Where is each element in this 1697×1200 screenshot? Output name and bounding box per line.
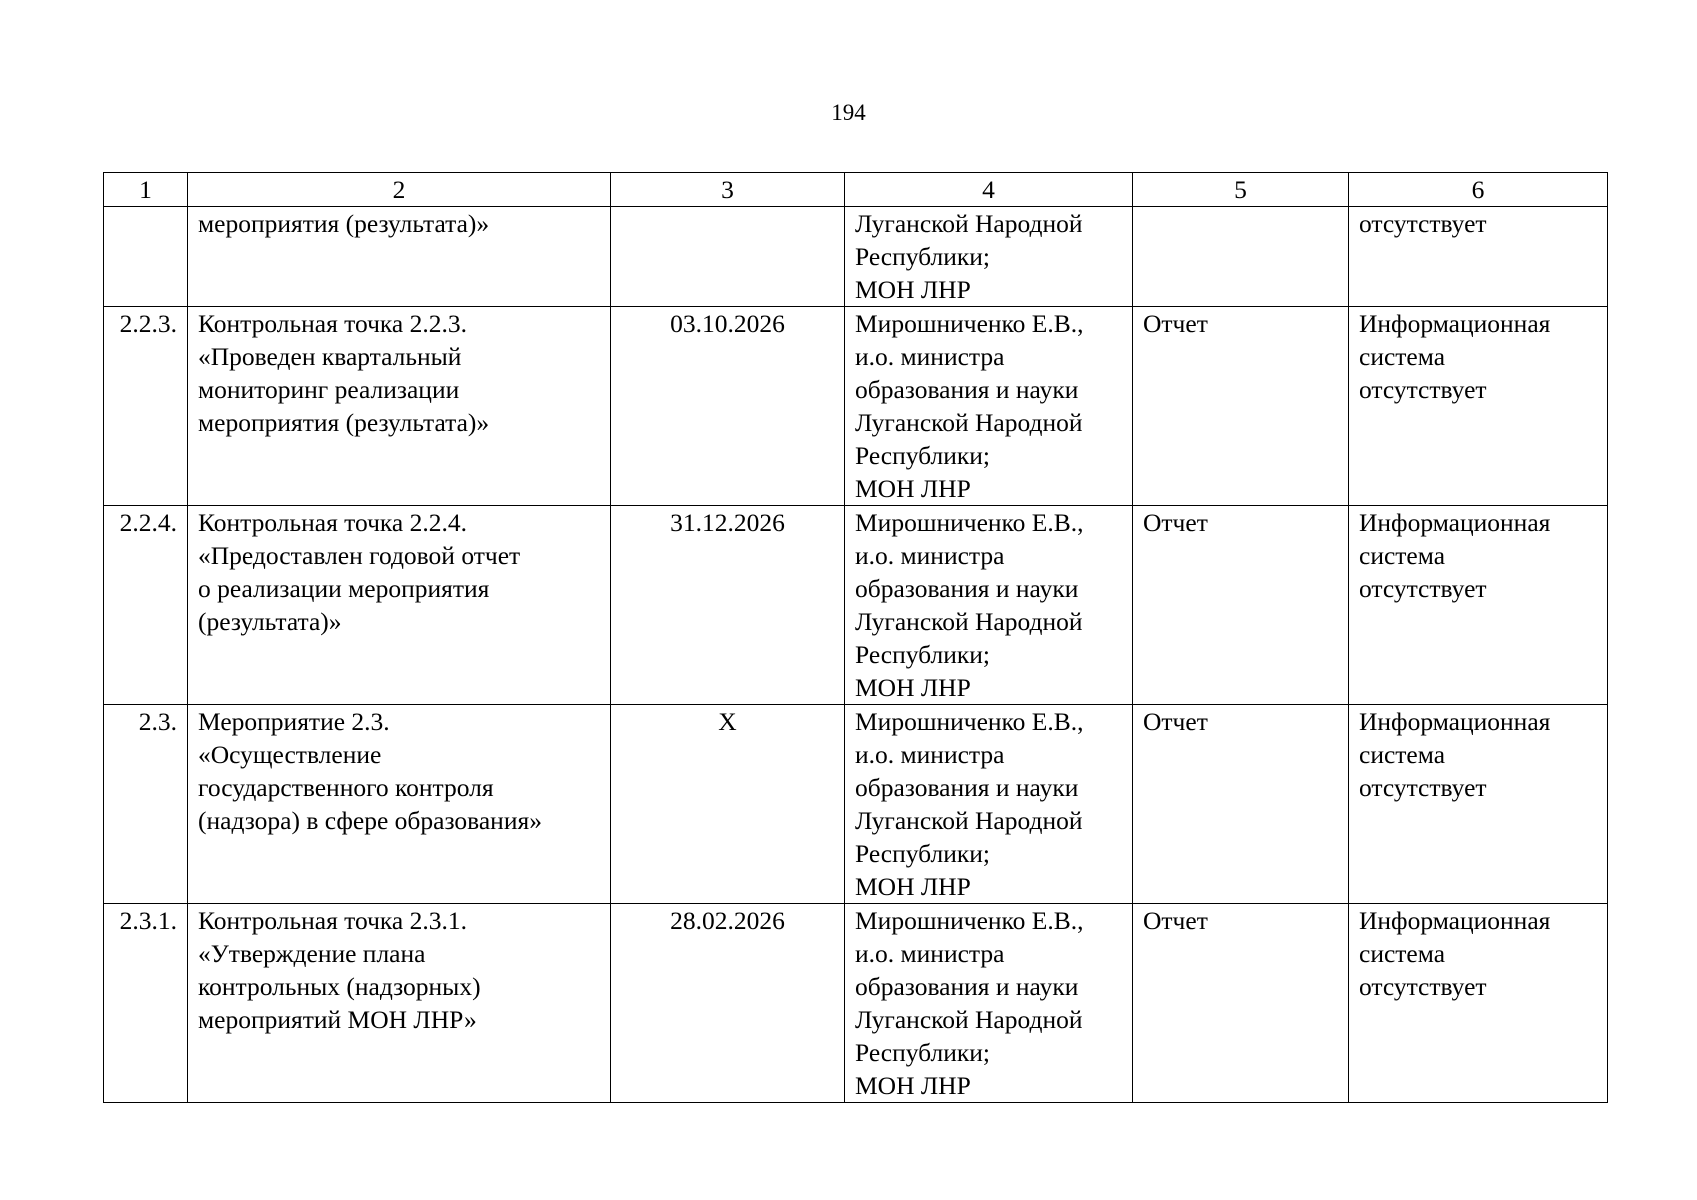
date-cell: Х [611,705,845,904]
table-header-row [104,173,1608,207]
date-cell: 03.10.2026 [611,307,845,506]
responsible-cell: Луганской Народной Республики; МОН ЛНР [845,207,1133,307]
info-system-cell: Информационная система отсутствует [1349,307,1608,506]
info-system-cell: Информационная система отсутствует [1349,705,1608,904]
row-number-cell: 2.3. [104,705,188,904]
column-header: 5 [1133,173,1349,207]
table-row [104,207,1608,307]
event-name-cell: Контрольная точка 2.2.3. «Проведен квартальный мониторинг реализации мероприятия (результата)» [188,307,611,506]
document-type-cell: Отчет [1133,506,1349,705]
document-type-cell [1133,207,1349,307]
event-name-cell: Контрольная точка 2.2.4. «Предоставлен годовой отчет о реализации мероприятия (результата)» [188,506,611,705]
info-system-cell: Информационная система отсутствует [1349,506,1608,705]
page-number: 194 [831,100,866,125]
row-number-cell: 2.3.1. [104,904,188,1103]
date-cell: 31.12.2026 [611,506,845,705]
responsible-cell: Мирошниченко Е.В., и.о. министра образования и науки Луганской Народной Республики; МОН ЛНР [845,904,1133,1103]
table-row [104,904,1608,1103]
column-header: 3 [611,173,845,207]
responsible-cell: Мирошниченко Е.В., и.о. министра образования и науки Луганской Народной Республики; МОН ЛНР [845,705,1133,904]
responsible-cell: Мирошниченко Е.В., и.о. министра образования и науки Луганской Народной Республики; МОН ЛНР [845,506,1133,705]
document-type-cell: Отчет [1133,904,1349,1103]
plan-table [103,172,1608,1103]
row-number-cell [104,207,188,307]
event-name-cell: Мероприятие 2.3. «Осуществление государственного контроля (надзора) в сфере образования» [188,705,611,904]
event-name-cell: Контрольная точка 2.3.1. «Утверждение плана контрольных (надзорных) мероприятий МОН ЛНР» [188,904,611,1103]
row-number-cell: 2.2.4. [104,506,188,705]
row-number-cell: 2.2.3. [104,307,188,506]
document-type-cell: Отчет [1133,307,1349,506]
info-system-cell: отсутствует [1349,207,1608,307]
column-header: 1 [104,173,188,207]
table-row [104,307,1608,506]
column-header: 2 [188,173,611,207]
event-name-cell: мероприятия (результата)» [188,207,611,307]
column-header: 4 [845,173,1133,207]
date-cell [611,207,845,307]
info-system-cell: Информационная система отсутствует [1349,904,1608,1103]
table-row [104,705,1608,904]
responsible-cell: Мирошниченко Е.В., и.о. министра образования и науки Луганской Народной Республики; МОН ЛНР [845,307,1133,506]
document-type-cell: Отчет [1133,705,1349,904]
table-row [104,506,1608,705]
column-header: 6 [1349,173,1608,207]
date-cell: 28.02.2026 [611,904,845,1103]
